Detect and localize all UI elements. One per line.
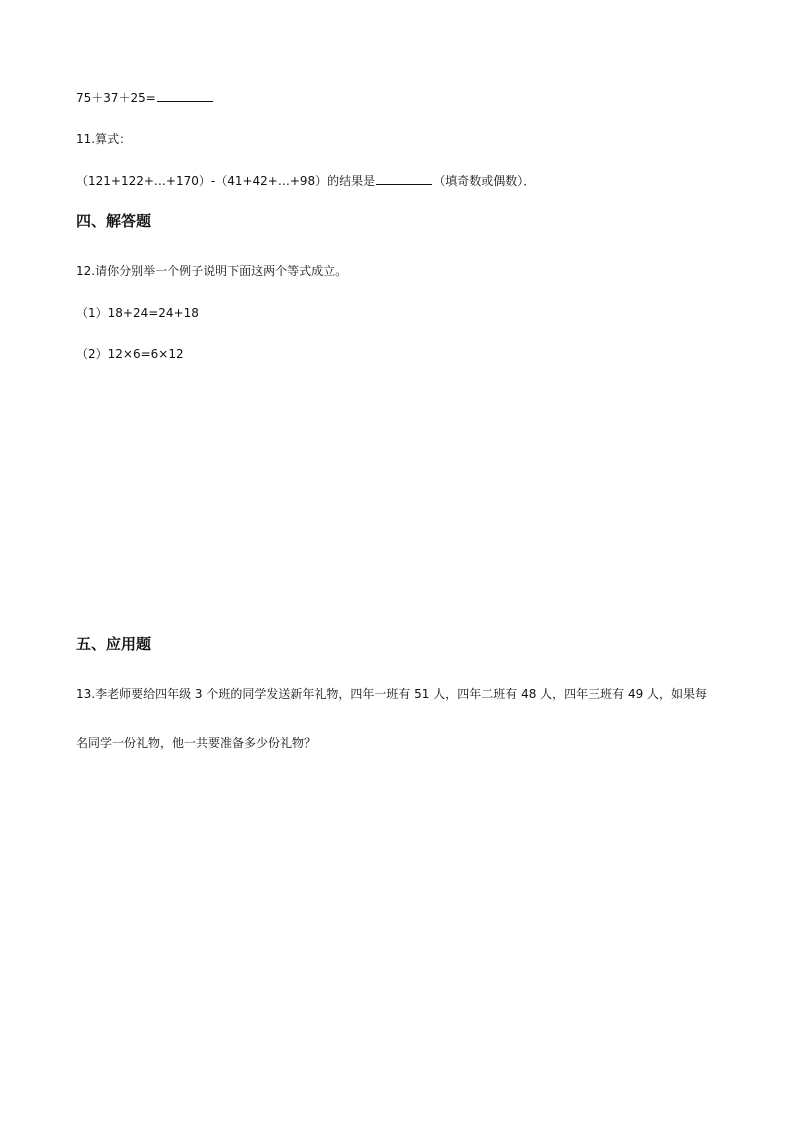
section-four-title: 四、解答题 [76, 212, 152, 230]
q11-expression: （121+122+…+170）-（41+42+…+98）的结果是 [76, 174, 376, 188]
q10-answer-blank[interactable] [157, 90, 213, 102]
q11-label: 11.算式： [76, 132, 132, 146]
q11-answer-blank[interactable] [376, 173, 432, 185]
q11-suffix: （填奇数或偶数）． [433, 174, 536, 188]
q10-expression: 75＋37＋25= [76, 91, 156, 105]
q11-line [76, 173, 535, 189]
section-five-title: 五、应用题 [76, 635, 152, 653]
q13-text: 13.李老师要给四年级 3 个班的同学发送新年礼物，四年一班有 51 人，四年二班有 48 人，四年三班有 49 人，如果每名同学一份礼物，他一共要准备多少份礼物？ [76, 687, 708, 750]
q12-text: 12.请你分别举一个例子说明下面这两个等式成立。 [76, 264, 348, 278]
q12-item-1: （1）18+24=24+18 [76, 306, 199, 320]
q12-item-2: （2）12×6=6×12 [76, 347, 184, 361]
q10-line [76, 90, 214, 106]
